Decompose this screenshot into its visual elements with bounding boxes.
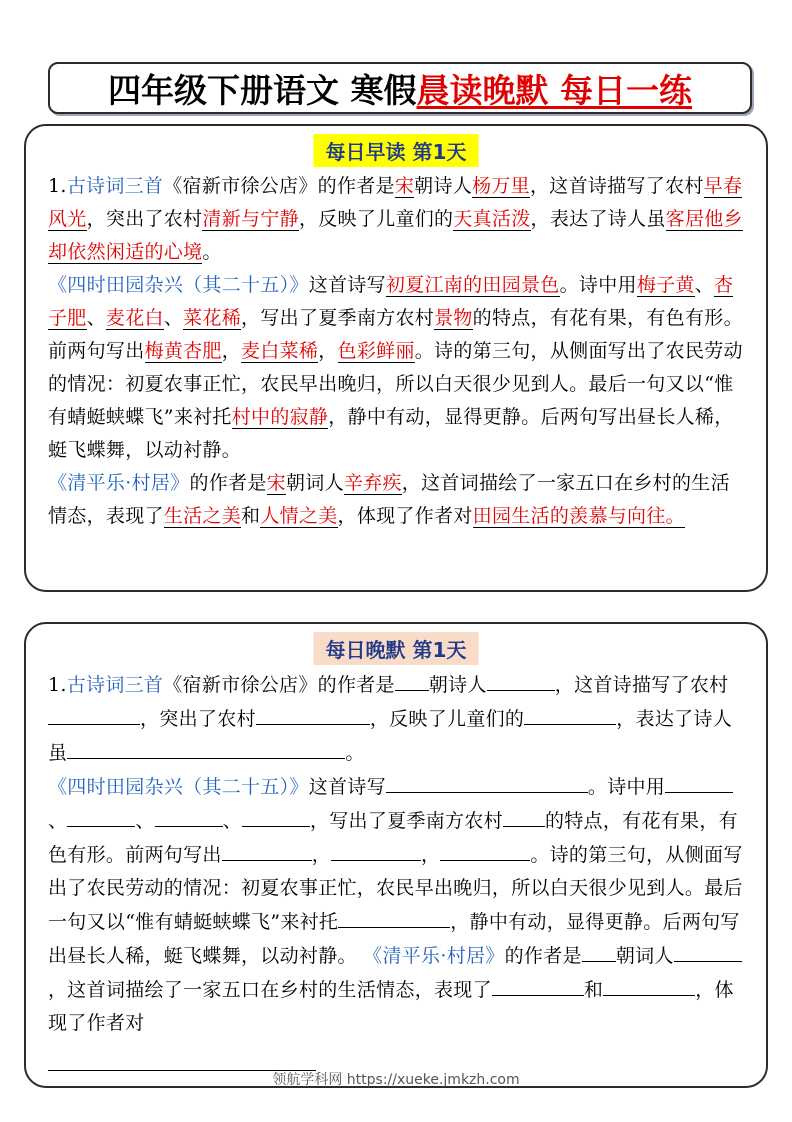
answer: 杏子肥 — [48, 274, 734, 329]
answer-blank[interactable] — [242, 804, 310, 827]
text: ， — [311, 844, 332, 866]
answer: 人情之美 — [260, 505, 338, 527]
text: 这首诗写 — [308, 776, 386, 798]
text: ，反映了儿童们的 — [298, 208, 454, 230]
text: 。诗中用 — [559, 274, 637, 296]
item-number: 1. — [48, 674, 67, 696]
text: ， — [318, 340, 338, 362]
answer-blank[interactable] — [582, 939, 616, 962]
evening-paragraph-2 — [48, 770, 748, 1082]
text: 。诗中用 — [587, 776, 666, 798]
text: 、 — [86, 307, 106, 329]
text: ，反映了儿童们的 — [369, 708, 525, 730]
text: ，静中有动，显得更静。后两句写出昼长人稀，蜓飞蝶舞，以动衬静。 — [48, 911, 740, 967]
answer-blank[interactable] — [256, 702, 370, 725]
text: 的作者是 — [504, 945, 582, 967]
text: ，表达了诗人虽 — [530, 208, 666, 230]
text: 的作者是 — [317, 175, 395, 197]
text: ， — [221, 340, 242, 362]
poem-title: 《四时田园杂兴（其二十五）》 — [48, 274, 309, 296]
text: 。 — [345, 742, 365, 764]
morning-text — [48, 170, 748, 533]
answer: 早春风光 — [48, 175, 743, 230]
answer: 菜花稀 — [183, 307, 242, 329]
poem-title: 《宿新市徐公店》 — [163, 674, 318, 696]
morning-reading-panel — [24, 124, 768, 592]
text: 朝词人 — [285, 472, 344, 494]
text: 。诗的第三句，从侧面写出了农民劳动的情况：初夏农事正忙，农民早出晚归，所以白天很少见到人。最后一句又以“惟有蜻蜓蛱蝶飞”来衬托 — [48, 844, 743, 933]
header-title-black: 四年级下册语文 寒假 — [108, 70, 417, 110]
text: 朝诗人 — [428, 674, 487, 696]
text: 朝诗人 — [414, 175, 473, 197]
text: 的作者是 — [189, 472, 267, 494]
answer: 杨万里 — [472, 175, 530, 197]
answer-blank[interactable] — [155, 804, 223, 827]
answer: 辛弃疾 — [343, 472, 402, 494]
answer: 客居他乡却依然闲适的心境 — [48, 208, 743, 263]
text: 、 — [48, 810, 68, 832]
answer-blank[interactable] — [331, 838, 421, 861]
answer: 宋 — [394, 175, 415, 197]
morning-paragraph-3 — [48, 467, 748, 533]
answer: 色彩鲜丽 — [337, 340, 415, 362]
text: ，体现了作者对 — [48, 979, 734, 1034]
text: 朝词人 — [615, 945, 674, 967]
answer: 景物 — [434, 307, 473, 329]
header-title-red: 晨读晚默 每日一练 — [416, 70, 692, 110]
morning-section-title: 每日早读 第1天 — [314, 134, 479, 167]
answer-blank[interactable] — [338, 905, 450, 928]
text: ，突出了农村 — [140, 708, 256, 730]
answer-blank[interactable] — [67, 804, 135, 827]
text: ，静中有动，显得更静。后两句写出昼长人稀，蜓飞蝶舞，以动衬静。 — [48, 406, 734, 461]
answer-blank[interactable] — [222, 838, 312, 861]
answer: 麦花白 — [105, 307, 164, 329]
text: 和 — [241, 505, 261, 527]
text: ，这首词描绘了一家五口在乡村的生活情态，表现了 — [48, 979, 492, 1001]
text: ，这首词描绘了一家五口在乡村的生活情态，表现了 — [48, 472, 730, 527]
answer: 麦白菜稀 — [241, 340, 319, 362]
item-number: 1. — [48, 175, 67, 197]
answer: 天真活泼 — [453, 208, 531, 230]
evening-text — [48, 668, 748, 1082]
text: 。 — [202, 241, 222, 263]
text: ，这首诗描写了农村 — [554, 674, 729, 696]
evening-section-title: 每日晚默 第1天 — [314, 632, 479, 665]
text: ，体现了作者对 — [337, 505, 473, 527]
text: ，这首诗描写了农村 — [529, 175, 704, 197]
text: 和 — [583, 979, 604, 1001]
text: 、 — [694, 274, 715, 296]
answer-blank[interactable] — [386, 770, 588, 793]
answer-blank[interactable] — [48, 1048, 316, 1071]
poem-group-title: 古诗词三首 — [66, 674, 164, 696]
answer-blank[interactable] — [48, 702, 140, 725]
text: 、 — [135, 810, 155, 832]
morning-paragraph-1 — [48, 170, 748, 269]
answer-blank[interactable] — [503, 804, 545, 827]
poem-title: 《清平乐·村居》 — [363, 945, 505, 967]
answer-blank[interactable] — [487, 668, 555, 691]
poem-group-title: 古诗词三首 — [66, 175, 164, 197]
morning-paragraph-2 — [48, 269, 748, 467]
text: 的特点，有花有果，有色有形。前两句写出 — [48, 810, 738, 866]
poem-title: 《清平乐·村居》 — [48, 472, 190, 494]
text: 。诗的第三句，从侧面写出了农民劳动的情况：初夏农事正忙，农民早出晚归，所以白天很少见到人。最后一句又以“惟有蜻蜓蛱蝶飞”来衬托 — [48, 340, 743, 428]
answer: 田园生活的羡慕与向往。 — [472, 505, 685, 527]
text: 、 — [163, 307, 184, 329]
answer: 梅子黄 — [636, 274, 695, 296]
answer-blank[interactable] — [440, 838, 530, 861]
answer-blank[interactable] — [524, 702, 616, 725]
footer-watermark: 领航学科网 https://xueke.jmkzh.com — [272, 1072, 520, 1088]
evening-paragraph-1 — [48, 668, 748, 770]
answer-blank[interactable] — [674, 939, 742, 962]
text: 的作者是 — [317, 674, 395, 696]
answer-blank[interactable] — [395, 668, 429, 691]
text: ，表达了诗人虽 — [48, 708, 733, 764]
evening-dictation-panel — [24, 622, 768, 1088]
answer: 清新与宁静 — [202, 208, 299, 230]
text: 的特点，有花有果，有色有形。前两句写出 — [48, 307, 743, 362]
answer: 梅黄杏肥 — [144, 340, 222, 362]
page-header — [48, 62, 752, 114]
answer-blank[interactable] — [67, 736, 345, 759]
answer: 生活之美 — [163, 505, 242, 527]
text: ，突出了农村 — [86, 208, 203, 230]
poem-title: 《宿新市徐公店》 — [163, 175, 318, 197]
answer-blank[interactable] — [665, 770, 733, 793]
answer-blank[interactable] — [603, 973, 695, 996]
answer: 村中的寂静 — [231, 406, 329, 428]
poem-title: 《四时田园杂兴（其二十五）》 — [48, 776, 309, 798]
answer: 初夏江南的田园景色 — [385, 274, 560, 296]
text: ， — [421, 844, 441, 866]
text: 、 — [222, 810, 242, 832]
answer-blank[interactable] — [492, 973, 584, 996]
answer: 宋 — [266, 472, 286, 494]
text: 这首诗写 — [308, 274, 386, 296]
text: ，写出了夏季南方农村 — [241, 307, 435, 329]
text: ，写出了夏季南方农村 — [309, 810, 503, 832]
